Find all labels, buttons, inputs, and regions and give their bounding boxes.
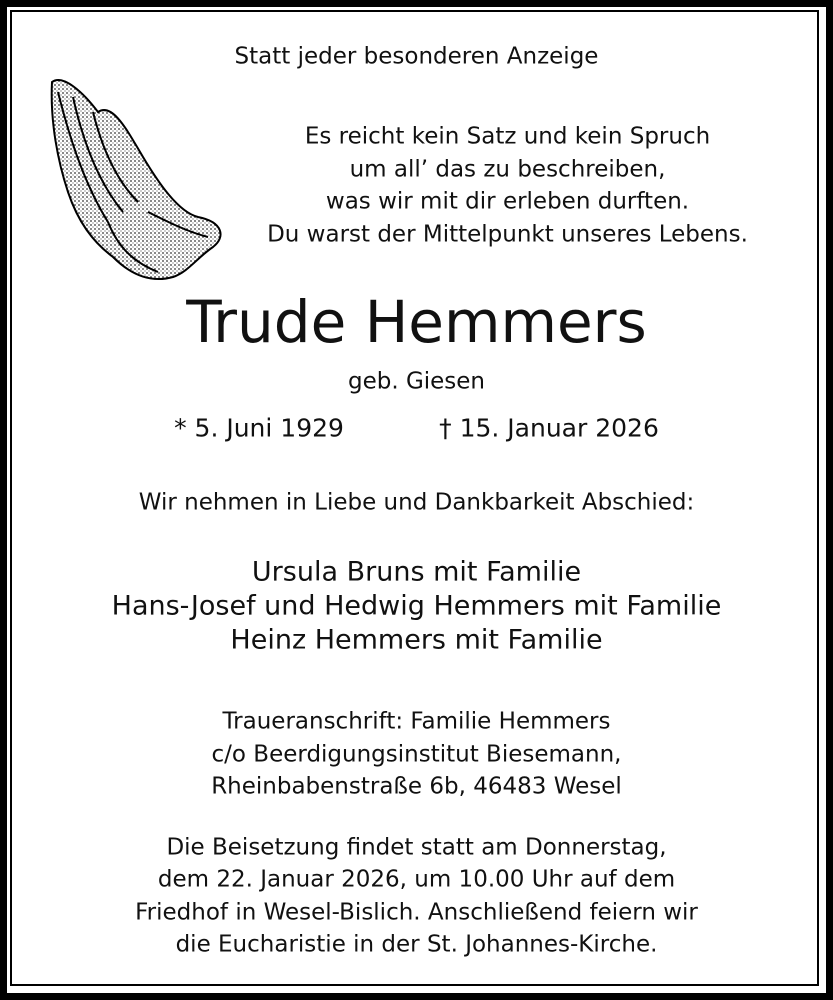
funeral-line: dem 22. Januar 2026, um 10.00 Uhr auf dem: [157, 866, 676, 893]
address-line: Traueranschrift: Familie Hemmers: [222, 708, 611, 735]
praying-hands-icon: [38, 72, 228, 287]
header-text: Statt jeder besonderen Anzeige: [234, 43, 599, 70]
poem-line: Es reicht kein Satz und kein Spruch: [304, 123, 711, 150]
farewell-text: Wir nehmen in Liebe und Dankbarkeit Abschied:: [138, 489, 695, 516]
funeral-line: Die Beisetzung findet statt am Donnerstag,: [166, 834, 667, 861]
address-line: c/o Beerdigungsinstitut Biesemann,: [211, 741, 622, 768]
death-date: † 15. Januar 2026: [439, 413, 659, 443]
mourner: Hans-Josef und Hedwig Hemmers mit Familie: [111, 590, 722, 622]
deceased-name: Trude Hemmers: [186, 288, 647, 356]
funeral-line: die Eucharistie in der St. Johannes-Kirche.: [175, 931, 658, 958]
poem-line: Du warst der Mittelpunkt unseres Lebens.: [267, 221, 748, 248]
mourner: Heinz Hemmers mit Familie: [230, 624, 603, 656]
poem-line: was wir mit dir erleben durften.: [325, 188, 690, 215]
address-line: Rheinbabenstraße 6b, 46483 Wesel: [211, 773, 622, 800]
birth-name: geb. Giesen: [347, 368, 486, 395]
birth-date: * 5. Juni 1929: [174, 413, 344, 443]
mourner: Ursula Bruns mit Familie: [251, 556, 582, 588]
funeral-line: Friedhof in Wesel-Bislich. Anschließend feiern wir: [135, 899, 698, 926]
poem-line: um all’ das zu beschreiben,: [349, 156, 666, 183]
